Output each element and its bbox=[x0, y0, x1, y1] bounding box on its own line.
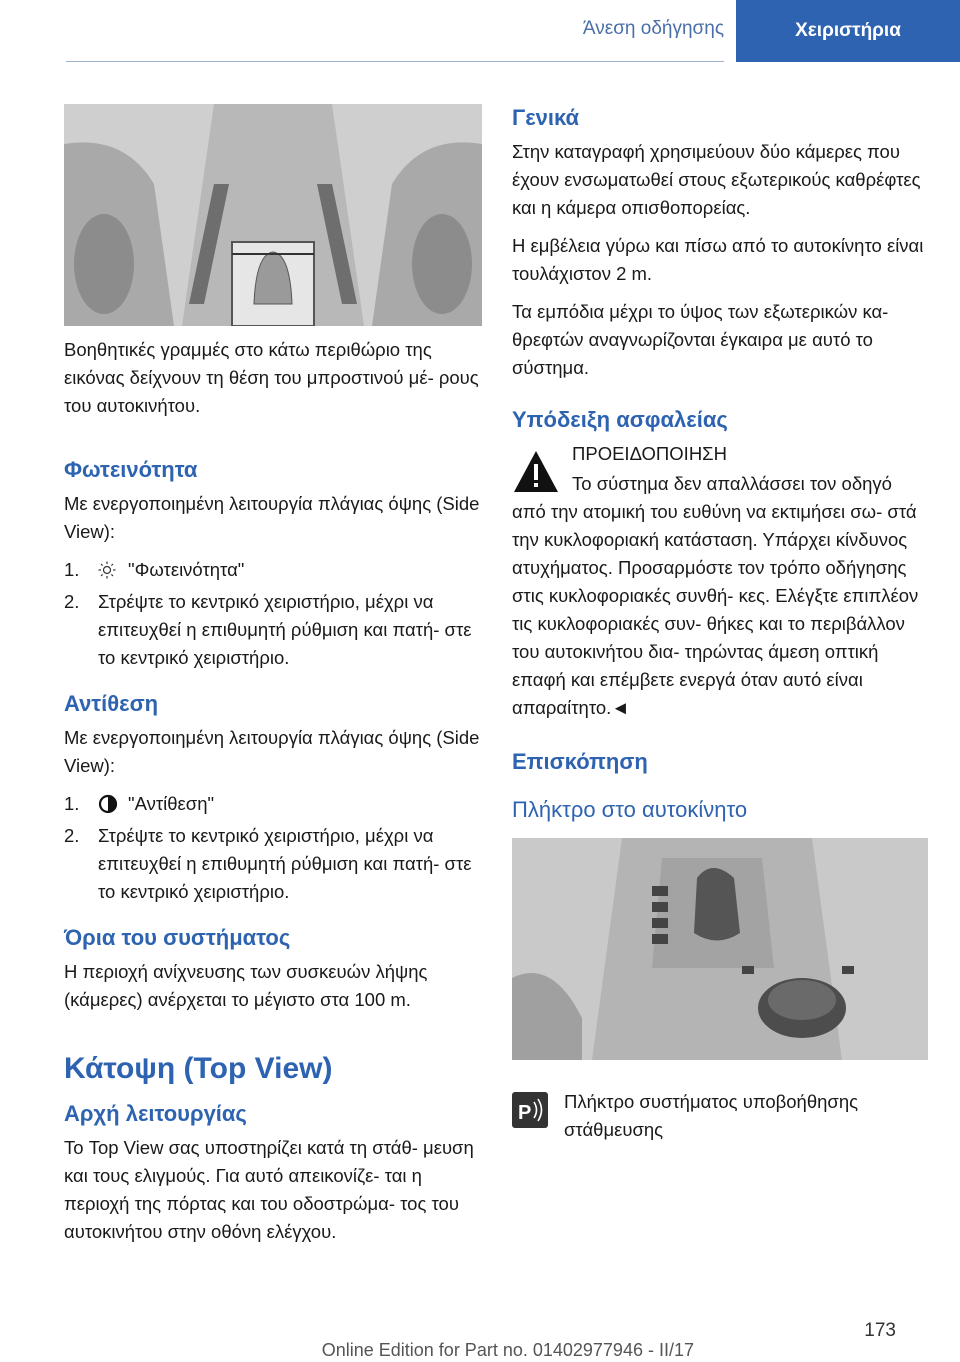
topview-title: Κάτοψη (Top View) bbox=[64, 1052, 333, 1085]
header-rule bbox=[66, 61, 724, 62]
general-p1: Στην καταγραφή χρησιμεύουν δύο κάμερες που έχουν ενσωματωθεί στους εξωτερικούς καθρέφτες και η κάμερα οπισθοπορείας. bbox=[512, 141, 921, 218]
safety-heading: Υπόδειξη ασφαλείας bbox=[512, 407, 728, 432]
contrast-steps bbox=[64, 790, 482, 906]
step-text: Στρέψτε το κεντρικό χειριστήριο, μέχρι να επιτευχθεί η επιθυμητή ρύθμιση και πατή‐ στε το κεντρικό χειριστήριο. bbox=[98, 591, 472, 668]
side-view-figure bbox=[64, 104, 482, 326]
warning-label: ΠΡΟΕΙΔΟΠΟΙΗΣΗ bbox=[572, 443, 727, 464]
console-figure bbox=[512, 838, 928, 1060]
brightness-heading: Φωτεινότητα bbox=[64, 457, 198, 482]
step-number: 2. bbox=[64, 591, 80, 612]
warning-block bbox=[512, 440, 932, 498]
left-column bbox=[64, 104, 482, 1256]
svg-text:P: P bbox=[518, 1102, 532, 1124]
general-heading: Γενικά bbox=[512, 105, 580, 130]
list-item bbox=[64, 822, 482, 906]
page-header bbox=[0, 0, 960, 62]
brightness-intro: Με ενεργοποιημένη λειτουργία πλάγιας όψης (Side View): bbox=[64, 493, 480, 542]
page-number: 173 bbox=[864, 1320, 896, 1341]
step-text: "Φωτεινότητα" bbox=[128, 559, 245, 580]
principle-text: Το Top View σας υποστηρίζει κατά τη στάθ‐ μευση και τους ελιγμούς. Για αυτό απεικονίζε‐ ται η περιοχή της πόρτας και του οδοστρώμα‐ τος του αυτοκινήτου στην οθόνη ελέγχου. bbox=[64, 1137, 474, 1242]
list-item bbox=[64, 790, 482, 818]
step-text: "Αντίθεση" bbox=[128, 793, 215, 814]
principle-heading: Αρχή λειτουργίας bbox=[64, 1101, 247, 1126]
button-caption: Πλήκτρο συστήματος υποβοήθησης στάθμευσης bbox=[564, 1091, 859, 1140]
brightness-steps bbox=[64, 556, 482, 672]
warning-triangle-icon bbox=[512, 448, 560, 496]
step-text: Στρέψτε το κεντρικό χειριστήριο, μέχρι να επιτευχθεί η επιθυμητή ρύθμιση και πατή‐ στε το κεντρικό χειριστήριο. bbox=[98, 825, 472, 902]
parking-assist-icon bbox=[512, 1092, 548, 1128]
chapter-tab: Χειριστήρια bbox=[736, 0, 960, 62]
contrast-heading: Αντίθεση bbox=[64, 691, 159, 716]
limits-text: Η περιοχή ανίχνευσης των συσκευών λήψης (κάμερες) ανέρχεται το μέγιστο στα 100 m. bbox=[64, 961, 428, 1010]
contrast-intro: Με ενεργοποιημένη λειτουργία πλάγιας όψης (Side View): bbox=[64, 727, 480, 776]
contrast-icon bbox=[98, 790, 128, 818]
step-number: 2. bbox=[64, 825, 80, 846]
button-heading: Πλήκτρο στο αυτοκίνητο bbox=[512, 797, 748, 822]
step-number: 1. bbox=[64, 793, 80, 814]
limits-heading: Όρια του συστήματος bbox=[64, 925, 291, 950]
general-p2: Η εμβέλεια γύρω και πίσω από το αυτοκίνητο είναι τουλάχιστον 2 m. bbox=[512, 235, 924, 284]
warning-text: από την ατομική του ευθύνη να εκτιμήσει σω‐ στά την κυκλοφοριακή κατάσταση. Υπάρχει κίνδυνος ατυχήματος. Προσαρμόστε τον τρόπο οδήγησης στις κυκλοφοριακές συνθή‐ κες. Ελέγξτε επιπλέον τις κυκλοφοριακές συν‐ θήκες και το περιβάλλον του αυτοκινήτου δια‐ τηρώντας άμεση οπτική επαφή και επέμβετε ενεργά όταν αυτό είναι απαραίτητο.◄ bbox=[512, 501, 919, 718]
list-item bbox=[64, 588, 482, 672]
overview-heading: Επισκόπηση bbox=[512, 749, 648, 774]
side-view-illustration bbox=[64, 104, 482, 326]
edition-line: Online Edition for Part no. 01402977946 - II/17 bbox=[321, 1340, 694, 1360]
warning-first-line: Το σύστημα δεν απαλλάσσει τον οδηγό bbox=[572, 473, 892, 494]
section-title: Άνεση οδήγησης bbox=[582, 18, 724, 39]
figure-caption: Βοηθητικές γραμμές στο κάτω περιθώριο της εικόνας δείχνουν τη θέση του μπροστινού μέ‐ ρους του αυτοκινήτου. bbox=[64, 339, 479, 416]
step-number: 1. bbox=[64, 559, 80, 580]
list-item bbox=[64, 556, 482, 584]
brightness-icon bbox=[98, 556, 128, 584]
general-p3: Τα εμπόδια μέχρι το ύψος των εξωτερικών κα‐ θρεφτών αναγνωρίζονται έγκαιρα με αυτό το σύστημα. bbox=[512, 301, 889, 378]
console-illustration bbox=[512, 838, 928, 1060]
right-column bbox=[512, 104, 932, 1154]
button-caption-row bbox=[512, 1088, 932, 1154]
